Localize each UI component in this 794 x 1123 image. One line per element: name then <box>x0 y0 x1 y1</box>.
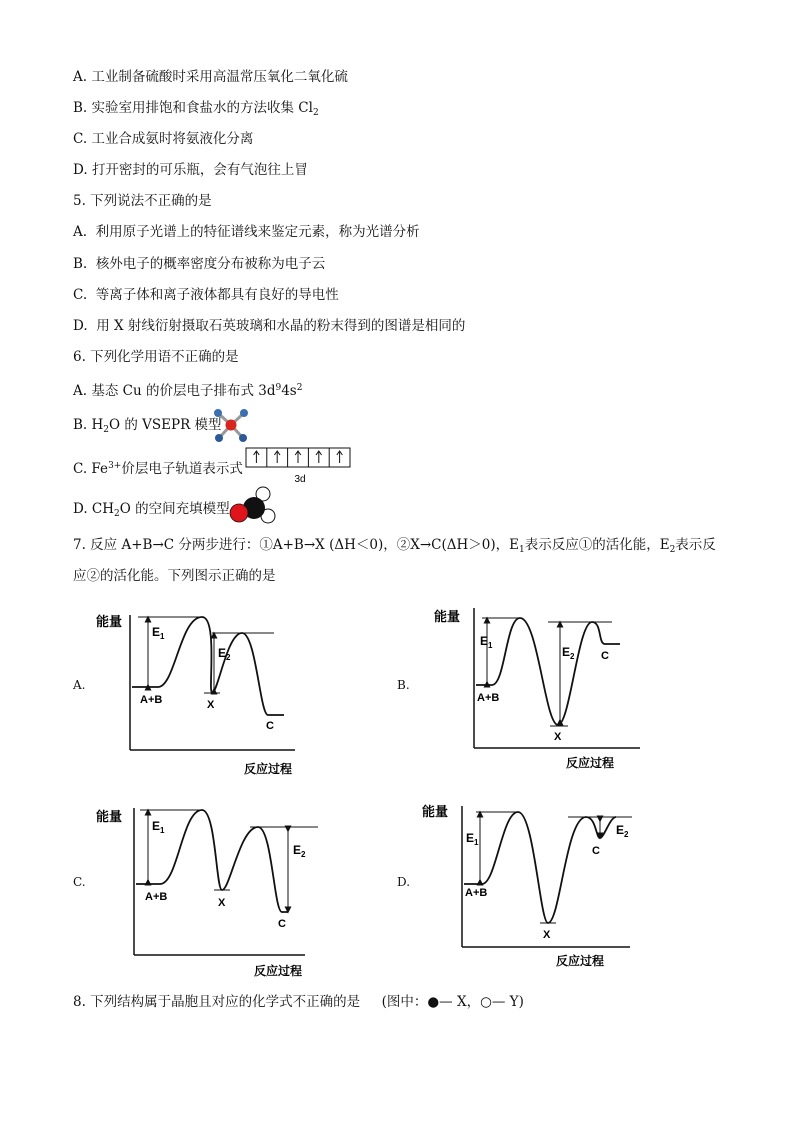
q4-option-c: C. 工业合成氨时将氨液化分离 <box>73 131 254 147</box>
svg-text:能量: 能量 <box>96 809 123 824</box>
svg-text:A+B: A+B <box>145 891 168 903</box>
svg-text:能量: 能量 <box>422 804 449 819</box>
svg-text:X: X <box>554 731 562 743</box>
svg-text:X: X <box>543 929 551 941</box>
svg-text:E2: $E_2$ <box>616 823 629 839</box>
svg-text:E2: $E_2$ <box>218 646 231 662</box>
q7-option-a-label: A. <box>73 678 86 692</box>
q8-stem: 8. 下列结构属于晶胞且对应的化学式不正确的是 (图中：●— X，○— Y) <box>73 994 524 1010</box>
energy-diagram-d <box>420 800 655 975</box>
energy-diagram-b <box>430 600 660 775</box>
svg-text:能量: 能量 <box>434 609 461 624</box>
q5-option-d: D. 用 X 射线衍射摄取石英玻璃和水晶的粉末得到的图谱是相同的 <box>73 318 466 334</box>
svg-text:C: C <box>278 918 286 930</box>
q4-option-b: B. 实验室用排饱和食盐水的方法收集 $Cl_2$ <box>73 100 319 118</box>
orbital-label: 3d <box>294 474 306 485</box>
svg-text:反应过程: 反应过程 <box>254 964 303 978</box>
svg-text:E1: $E_1$ <box>152 625 165 641</box>
energy-diagram-a <box>90 605 320 780</box>
svg-text:C: C <box>266 720 274 732</box>
vsepr-model-icon <box>213 408 249 442</box>
process-axis-label: 反应过程 <box>244 762 293 776</box>
svg-text:A+B: A+B <box>465 887 488 899</box>
svg-text:反应过程: 反应过程 <box>556 954 605 968</box>
q6-option-c: C. $Fe^{3+}$价层电子轨道表示式 <box>73 461 243 477</box>
q6-option-d: D. $CH_2O$ 的空间充填模型 <box>73 501 230 519</box>
energy-diagram-c <box>90 800 330 980</box>
q7-stem-line2: 应②的活化能。下列图示正确的是 <box>73 568 276 584</box>
svg-text:E1: $E_1$ <box>480 634 493 650</box>
svg-text:X: X <box>218 897 226 909</box>
svg-text:C: C <box>592 845 600 857</box>
q7-stem-line1: 7. 反应 A+B→C 分两步进行：①A+B→X (ΔH＜0)，②X→C(ΔH＞0)，$E_1$表示反应①的活化能，$E_2$表示反 <box>73 537 716 555</box>
svg-text:C: C <box>601 650 609 662</box>
svg-text:E2: $E_2$ <box>562 645 575 661</box>
svg-text:A+B: A+B <box>140 694 163 706</box>
orbital-diagram <box>245 447 353 487</box>
space-filling-model-icon <box>228 486 276 526</box>
energy-axis-label: 能量 <box>96 614 123 629</box>
svg-text:X: X <box>207 699 215 711</box>
q5-stem: 5. 下列说法不正确的是 <box>73 193 212 209</box>
q5-option-c: C. 等离子体和离子液体都具有良好的导电性 <box>73 287 339 303</box>
q6-option-b: B. $H_2O$ 的 VSEPR 模型 <box>73 417 222 435</box>
q6-stem: 6. 下列化学用语不正确的是 <box>73 349 239 365</box>
q7-option-d-label: D. <box>397 875 411 889</box>
svg-text:A+B: A+B <box>477 692 500 704</box>
svg-text:E1: $E_1$ <box>152 819 165 835</box>
q8-legend: (图中：●— X，○— Y) <box>381 994 524 1010</box>
q7-option-b-label: B. <box>397 678 410 692</box>
svg-text:E2: $E_2$ <box>293 843 306 859</box>
q5-option-a: A. 利用原子光谱上的特征谱线来鉴定元素，称为光谱分析 <box>73 224 420 240</box>
q4-option-a: A. 工业制备硫酸时采用高温常压氧化二氧化硫 <box>73 69 348 85</box>
q7-option-c-label: C. <box>73 875 86 889</box>
q4-option-d: D. 打开密封的可乐瓶，会有气泡往上冒 <box>73 162 308 178</box>
q6-option-a: A. 基态 Cu 的价层电子排布式 $3d^94s^2$ <box>73 383 303 399</box>
svg-text:E1: $E_1$ <box>466 831 479 847</box>
svg-text:反应过程: 反应过程 <box>566 756 615 770</box>
q5-option-b: B. 核外电子的概率密度分布被称为电子云 <box>73 256 326 272</box>
